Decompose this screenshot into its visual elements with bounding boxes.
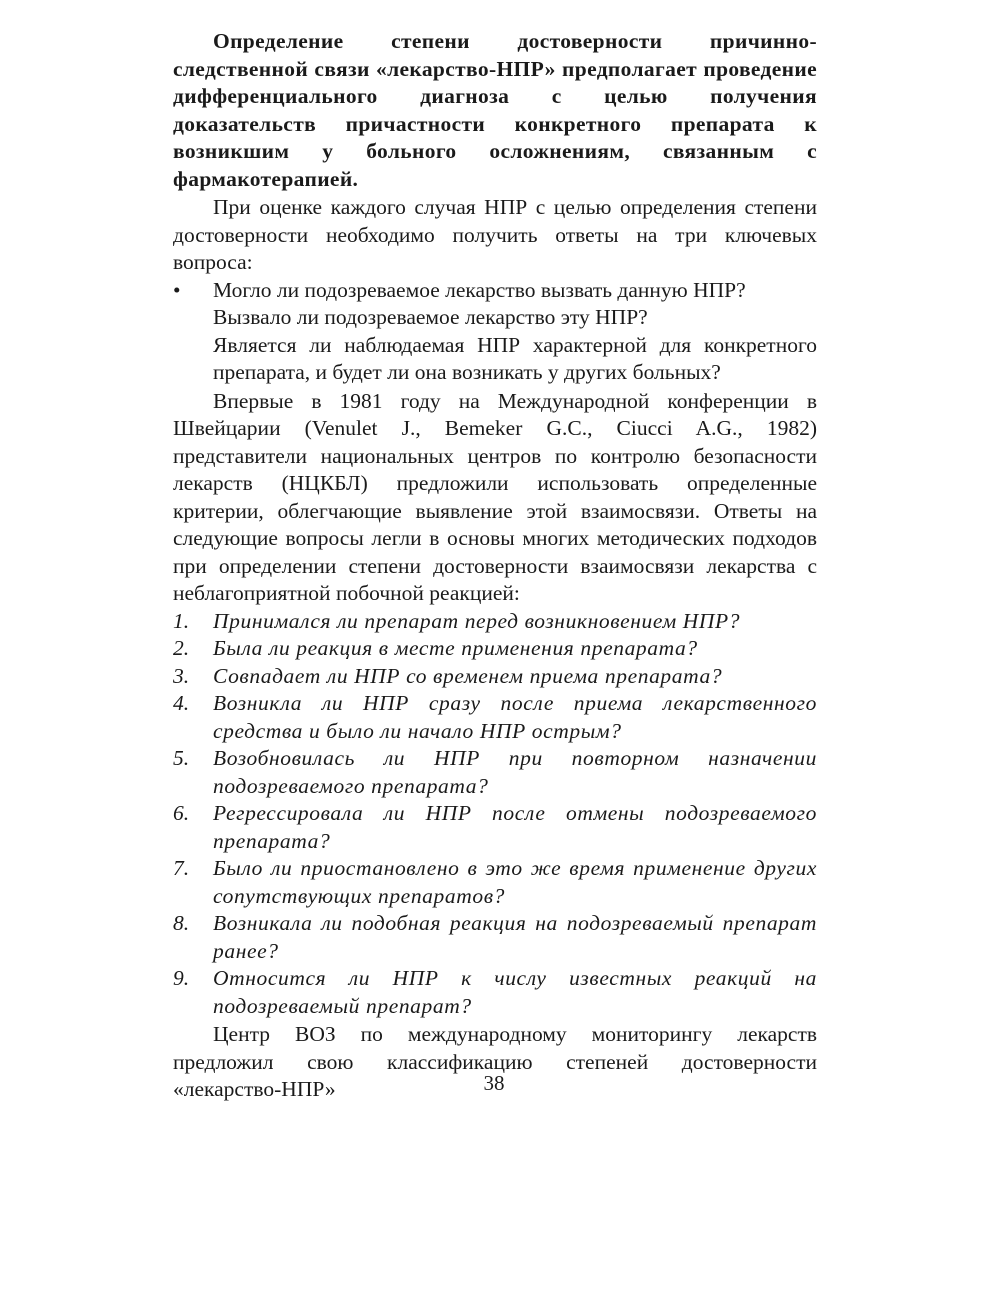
list-item-text: Совпадает ли НПР со временем приема препарата?: [213, 663, 723, 688]
list-item: [173, 800, 817, 855]
list-item-number: 7.: [173, 856, 190, 880]
list-item-number: 6.: [173, 801, 190, 825]
list-item: [173, 635, 817, 663]
paragraph-who-center: Центр ВОЗ по международному мониторингу лекарств предложил свою классификацию степеней достоверности «лекарство-НПР»: [173, 1022, 817, 1101]
list-item-number: 9.: [173, 966, 190, 990]
list-item: [173, 663, 817, 691]
bullet-question-2: Вызвало ли подозреваемое лекарство эту НПР?: [213, 305, 648, 329]
list-item: [173, 910, 817, 965]
list-item-number: 8.: [173, 911, 190, 935]
list-item-text: Была ли реакция в месте применения препарата?: [213, 636, 698, 660]
bullet-mark: •: [173, 277, 181, 302]
list-item-text: Принимался ли препарат перед возникновением НПР?: [213, 608, 741, 633]
list-item-number: 5.: [173, 746, 190, 770]
paragraph-key-questions: При оценке каждого случая НПР с целью определения степени достоверности необходимо получить ответы на три ключевых вопроса:: [173, 195, 817, 274]
list-item-text: Возобновилась ли НПР при повторном назначении подозреваемого препарата?: [213, 746, 817, 798]
list-item-text: Было ли приостановлено в это же время применение других сопутствующих препаратов?: [213, 856, 817, 908]
bullet-question-1: Могло ли подозреваемое лекарство вызвать данную НПР?: [213, 277, 746, 302]
list-item-text: Относится ли НПР к числу известных реакций на подозреваемый препарат?: [213, 966, 817, 1018]
list-item-text: Регрессировала ли НПР после отмены подозреваемого препарата?: [213, 801, 817, 853]
list-item-text: Возникала ли подобная реакция на подозреваемый препарат ранее?: [213, 911, 817, 963]
page-body: [173, 28, 817, 1104]
list-item-text: Возникла ли НПР сразу после приема лекарственного средства и было ли начало НПР острым?: [213, 691, 817, 743]
criteria-question-list: [173, 608, 817, 1021]
list-item-number: 2.: [173, 636, 190, 660]
list-item-number: 4.: [173, 691, 190, 715]
list-item: [173, 608, 817, 636]
paragraph-history: Впервые в 1981 году на Международной конференции в Швейцарии (Venulet J., Bemeker G.C., Ciucci A.G., 1982) представители национальных центров по контролю безопасности лекарств (НЦКБЛ) предложили использовать определенные критерии, облегчающие выявление этой взаимосвязи. Ответы на следующие вопросы легли в основы многих методических подходов при определении степени достоверности взаимосвязи лекарства с неблагоприятной побочной реакцией:: [173, 388, 817, 605]
bullet-item: [173, 277, 817, 305]
list-item: [173, 745, 817, 800]
list-item: [173, 965, 817, 1020]
page-number: 38: [483, 1071, 505, 1095]
bullet-question-3: Является ли наблюдаемая НПР характерной для конкретного препарата, и будет ли она возникать у других больных?: [213, 332, 817, 384]
intro-bold-paragraph: Определение степени достоверности причинно-следственной связи «лекарство-НПР» предполагает проведение дифференциального диагноза с целью получения доказательств причастности конкретного препарата к возникшим у больного осложнениям, связанным с фармакотерапией.: [173, 29, 817, 191]
list-item: [173, 855, 817, 910]
bullet-list: [173, 277, 817, 387]
list-item: [173, 690, 817, 745]
list-item-number: 1.: [173, 608, 190, 633]
list-item-number: 3.: [173, 663, 190, 688]
